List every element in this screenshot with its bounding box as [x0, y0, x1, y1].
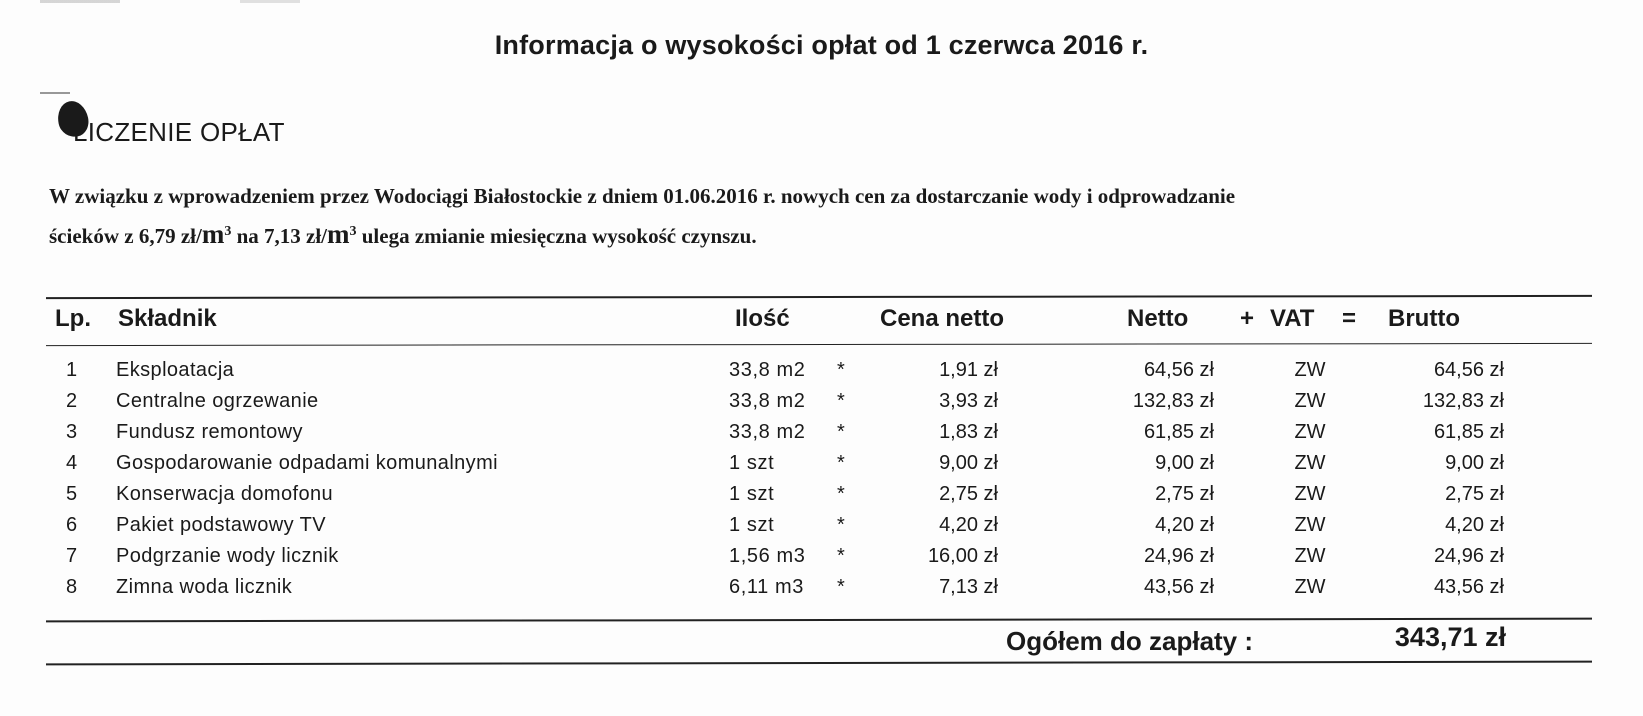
cell-name: Fundusz remontowy	[116, 421, 303, 443]
cell-brutto: 43,56 zł	[1433, 576, 1504, 598]
header-lp: Lp.	[55, 305, 91, 332]
section-title: LICZENIE OPŁAT	[73, 117, 285, 147]
total-value: 343,71 zł	[1394, 622, 1506, 652]
intro-tail: ulega zmianie miesięczna wysokość czynszu.	[356, 224, 757, 248]
total-label: Ogółem do zapłaty :	[1006, 626, 1254, 656]
cell-vat: ZW	[1294, 452, 1326, 474]
intro-paragraph	[49, 177, 1569, 255]
cell-price: 4,20 zł	[939, 514, 998, 536]
cell-name: Eksploatacja	[116, 359, 235, 381]
cell-vat: ZW	[1294, 576, 1326, 598]
cell-brutto: 9,00 zł	[1445, 452, 1504, 474]
cell-multiply: *	[837, 483, 845, 505]
header-equals: =	[1342, 305, 1357, 332]
cell-vat: ZW	[1294, 359, 1326, 381]
cell-netto: 132,83 zł	[1132, 390, 1214, 412]
total-row	[0, 622, 1643, 662]
cell-netto: 64,56 zł	[1143, 359, 1214, 381]
cell-name: Centralne ogrzewanie	[116, 390, 319, 412]
unit-cubic-meter: m	[326, 219, 350, 249]
cell-brutto: 132,83 zł	[1422, 390, 1504, 412]
cell-netto: 61,85 zł	[1143, 421, 1214, 443]
cell-brutto: 24,96 zł	[1433, 545, 1504, 567]
document-title: Informacja o wysokości opłat od 1 czerwca 2016 r.	[494, 30, 1149, 60]
table-row	[0, 417, 1643, 448]
table-row	[0, 386, 1643, 417]
cell-qty: 33,8 m2	[729, 359, 806, 381]
unit-exponent: 3	[349, 224, 357, 239]
header-netto: Netto	[1127, 305, 1189, 332]
table-row	[0, 510, 1643, 541]
intro-old-price: ścieków z 6,79 zł/	[49, 224, 202, 248]
cell-lp: 5	[66, 483, 78, 505]
table-row	[0, 479, 1643, 510]
cell-vat: ZW	[1294, 483, 1326, 505]
cell-qty: 1 szt	[729, 452, 775, 474]
cell-name: Pakiet podstawowy TV	[116, 514, 326, 536]
table-row	[0, 572, 1643, 603]
cell-qty: 1 szt	[729, 483, 775, 505]
cell-price: 16,00 zł	[927, 545, 998, 567]
cell-brutto: 2,75 zł	[1445, 483, 1504, 505]
table-row	[0, 541, 1643, 572]
cell-multiply: *	[837, 452, 845, 474]
cell-netto: 2,75 zł	[1155, 483, 1214, 505]
cell-price: 2,75 zł	[939, 483, 998, 505]
cell-multiply: *	[837, 576, 845, 598]
cell-price: 1,83 zł	[939, 421, 998, 443]
table-header-rule	[46, 343, 1592, 346]
cell-price: 9,00 zł	[939, 452, 998, 474]
cell-multiply: *	[837, 545, 845, 567]
table-top-rule	[46, 295, 1592, 299]
cell-netto: 9,00 zł	[1155, 452, 1214, 474]
cell-lp: 3	[66, 421, 78, 443]
cell-multiply: *	[837, 514, 845, 536]
cell-netto: 24,96 zł	[1143, 545, 1214, 567]
cell-lp: 6	[66, 514, 78, 536]
table-row	[0, 355, 1643, 386]
header-vat: VAT	[1270, 305, 1315, 332]
cell-lp: 1	[66, 359, 78, 381]
table-row	[0, 448, 1643, 479]
cell-vat: ZW	[1294, 421, 1326, 443]
cell-name: Zimna woda licznik	[116, 576, 293, 598]
intro-line-1: W związku z wprowadzeniem przez Wodociągi Białostockie z dniem 01.06.2016 r. nowych cen za dostarczanie wody i odprowadzanie	[49, 184, 1236, 208]
cell-brutto: 64,56 zł	[1433, 359, 1504, 381]
cell-netto: 43,56 zł	[1143, 576, 1214, 598]
table-body	[0, 355, 1643, 603]
header-price: Cena netto	[880, 305, 1005, 332]
header-plus: +	[1240, 305, 1255, 332]
cell-vat: ZW	[1294, 514, 1326, 536]
cell-name: Konserwacja domofonu	[116, 483, 334, 505]
unit-cubic-meter: m	[201, 219, 225, 249]
cell-qty: 33,8 m2	[729, 390, 806, 412]
cell-lp: 7	[66, 545, 78, 567]
cell-multiply: *	[837, 421, 845, 443]
intro-new-price: na 7,13 zł/	[231, 224, 327, 248]
cell-qty: 1,56 m3	[729, 545, 806, 567]
cell-brutto: 61,85 zł	[1433, 421, 1504, 443]
intro-line-2	[49, 215, 1569, 255]
cell-name: Podgrzanie wody licznik	[116, 545, 339, 567]
cell-name: Gospodarowanie odpadami komunalnymi	[116, 452, 498, 474]
cell-multiply: *	[837, 390, 845, 412]
table-header	[0, 300, 1643, 342]
cell-brutto: 4,20 zł	[1445, 514, 1504, 536]
cell-lp: 8	[66, 576, 78, 598]
cell-lp: 4	[66, 452, 78, 474]
cell-qty: 1 szt	[729, 514, 775, 536]
cell-multiply: *	[837, 359, 845, 381]
cell-netto: 4,20 zł	[1155, 514, 1214, 536]
cell-qty: 33,8 m2	[729, 421, 806, 443]
cell-price: 3,93 zł	[939, 390, 998, 412]
unit-exponent: 3	[224, 224, 232, 239]
cell-vat: ZW	[1294, 390, 1326, 412]
header-brutto: Brutto	[1388, 305, 1460, 332]
header-name: Składnik	[118, 305, 217, 332]
cell-price: 7,13 zł	[939, 576, 998, 598]
scan-artifact	[40, 0, 640, 3]
cell-price: 1,91 zł	[939, 359, 998, 381]
cell-qty: 6,11 m3	[729, 576, 804, 598]
header-qty: Ilość	[735, 305, 790, 332]
cell-vat: ZW	[1294, 545, 1326, 567]
scan-artifact-mark	[40, 92, 70, 94]
cell-lp: 2	[66, 390, 78, 412]
